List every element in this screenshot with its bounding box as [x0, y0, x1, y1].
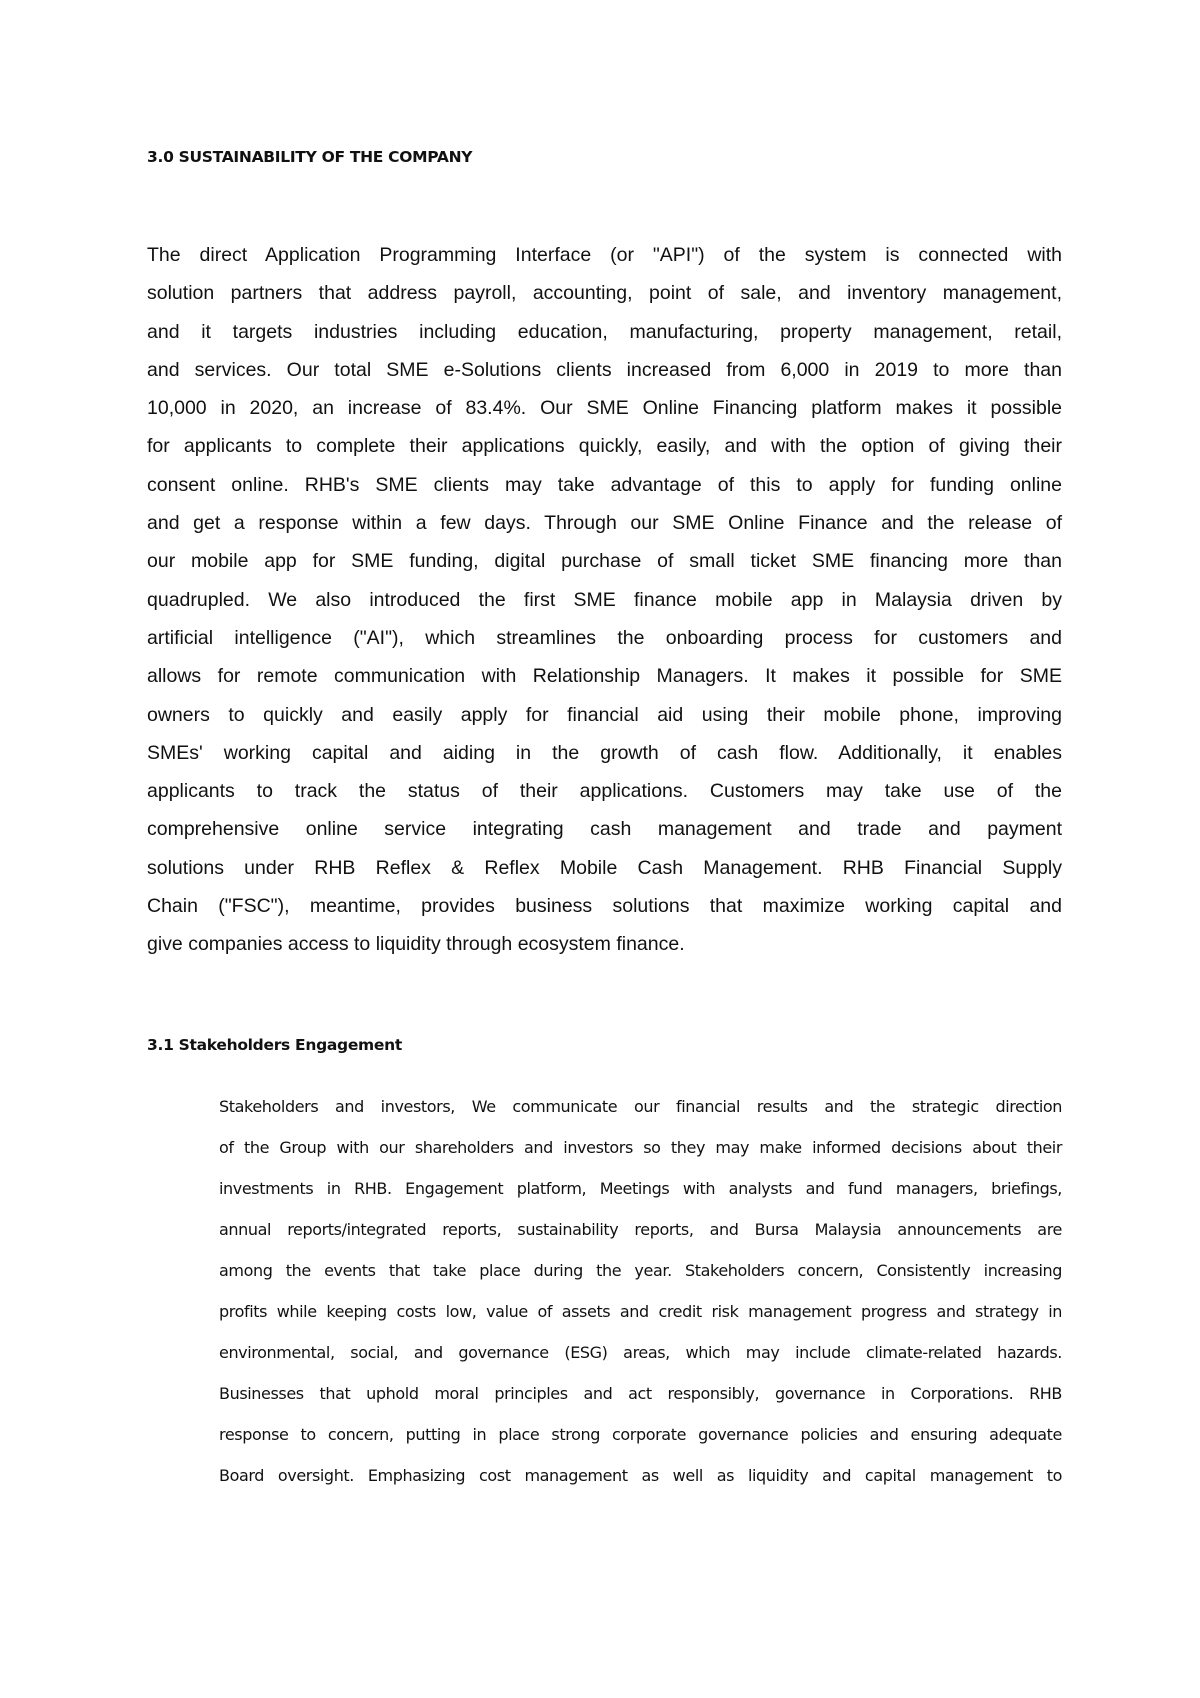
paragraph-line: annual reports/integrated reports, sustainability reports, and Bursa Malaysia announcements are	[219, 1220, 1062, 1239]
paragraph-line: and it targets industries including education, manufacturing, property management, retail,	[147, 320, 1062, 343]
paragraph-line: solution partners that address payroll, accounting, point of sale, and inventory management,	[147, 282, 1062, 305]
paragraph-line: applicants to track the status of their applications. Customers may take use of the	[147, 780, 1062, 803]
paragraph-line: response to concern, putting in place strong corporate governance policies and ensuring adequate	[219, 1425, 1062, 1444]
section-heading-sustainability: 3.0 SUSTAINABILITY OF THE COMPANY	[147, 148, 473, 166]
paragraph-line: give companies access to liquidity through ecosystem finance.	[147, 933, 685, 956]
paragraph-line: artificial intelligence ("AI"), which streamlines the onboarding process for customers and	[147, 626, 1062, 649]
paragraph-line: profits while keeping costs low, value of assets and credit risk management progress and strategy in	[219, 1302, 1062, 1321]
paragraph-line: allows for remote communication with Relationship Managers. It makes it possible for SME	[147, 665, 1062, 688]
paragraph-line: quadrupled. We also introduced the first SME finance mobile app in Malaysia driven by	[147, 588, 1062, 611]
paragraph-line: owners to quickly and easily apply for financial aid using their mobile phone, improving	[147, 703, 1062, 726]
paragraph-line: and services. Our total SME e-Solutions clients increased from 6,000 in 2019 to more than	[147, 358, 1062, 381]
paragraph-line: Businesses that uphold moral principles and act responsibly, governance in Corporations. RHB	[219, 1384, 1062, 1403]
section-heading-stakeholders-engagement: 3.1 Stakeholders Engagement	[147, 1036, 402, 1054]
paragraph-line: our mobile app for SME funding, digital purchase of small ticket SME financing more than	[147, 550, 1062, 573]
sustainability-paragraph	[147, 236, 1062, 964]
paragraph-line: for applicants to complete their applications quickly, easily, and with the option of giving their	[147, 435, 1062, 458]
paragraph-line: investments in RHB. Engagement platform, Meetings with analysts and fund managers, briefings,	[219, 1179, 1062, 1198]
paragraph-line: of the Group with our shareholders and investors so they may make informed decisions about their	[219, 1138, 1062, 1157]
paragraph-line: SMEs' working capital and aiding in the growth of cash flow. Additionally, it enables	[147, 741, 1062, 764]
paragraph-line: Chain ("FSC"), meantime, provides business solutions that maximize working capital and	[147, 895, 1062, 918]
paragraph-line: consent online. RHB's SME clients may take advantage of this to apply for funding online	[147, 473, 1062, 496]
paragraph-line: solutions under RHB Reflex & Reflex Mobile Cash Management. RHB Financial Supply	[147, 856, 1062, 879]
paragraph-line: 10,000 in 2020, an increase of 83.4%. Our SME Online Financing platform makes it possible	[147, 397, 1062, 420]
paragraph-line: Stakeholders and investors, We communicate our financial results and the strategic direction	[219, 1097, 1062, 1116]
paragraph-line: The direct Application Programming Interface (or "API") of the system is connected with	[147, 244, 1062, 266]
paragraph-line: among the events that take place during the year. Stakeholders concern, Consistently increasing	[219, 1261, 1062, 1280]
paragraph-line: environmental, social, and governance (ESG) areas, which may include climate-related hazards.	[219, 1343, 1062, 1362]
paragraph-line: comprehensive online service integrating cash management and trade and payment	[147, 818, 1062, 841]
paragraph-line: and get a response within a few days. Through our SME Online Finance and the release of	[147, 512, 1062, 535]
paragraph-line: Board oversight. Emphasizing cost management as well as liquidity and capital management to	[219, 1466, 1062, 1485]
stakeholders-paragraph	[147, 1086, 1062, 1496]
